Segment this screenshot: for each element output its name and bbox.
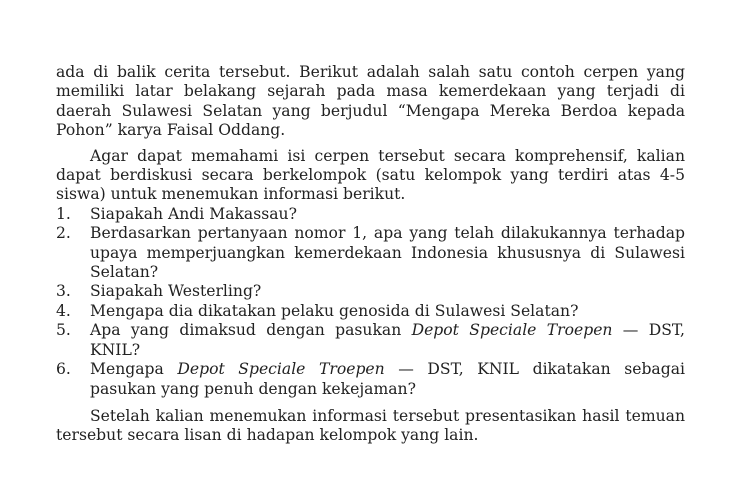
italic-term: Depot Speciale Troepen xyxy=(177,360,385,379)
text-segment: — DST, KNIL dikatakan sebagai pasukan yang penuh dengan kekejaman? xyxy=(90,360,685,398)
italic-term: Depot Speciale Troepen xyxy=(411,321,613,340)
list-item xyxy=(56,360,685,399)
list-item-text xyxy=(90,360,685,399)
question-list xyxy=(56,205,685,399)
text-segment: Apa yang dimaksud dengan pasukan xyxy=(90,321,412,340)
list-number: 1. xyxy=(56,204,71,223)
list-item xyxy=(56,224,685,282)
text-segment: — DST, KNIL? xyxy=(90,321,685,359)
list-item-text xyxy=(90,321,685,360)
list-item xyxy=(56,302,685,321)
list-item-text: Siapakah Andi Makassau? xyxy=(90,204,297,223)
text-body xyxy=(56,63,685,446)
list-item xyxy=(56,205,685,224)
list-item-text: Berdasarkan pertanyaan nomor 1, apa yang telah dilakukannya terhadap upaya memperjuangkan kemerdekaan Indonesia khususnya di Sulawesi Selatan? xyxy=(90,224,685,282)
list-number: 6. xyxy=(56,360,71,379)
paragraph-intro: ada di balik cerita tersebut. Berikut adalah salah satu contoh cerpen yang memiliki latar belakang sejarah pada masa kemerdekaan yang terjadi di daerah Sulawesi Selatan yang berjudul “Mengapa Mereka Berdoa kepada Pohon” karya Faisal Oddang. xyxy=(56,63,685,140)
list-item-text: Mengapa dia dikatakan pelaku genosida di Sulawesi Selatan? xyxy=(90,301,579,320)
list-number: 5. xyxy=(56,321,71,340)
list-item-text: Siapakah Westerling? xyxy=(90,282,262,301)
list-item xyxy=(56,282,685,301)
list-number: 2. xyxy=(56,224,71,243)
list-number: 4. xyxy=(56,301,71,320)
paragraph-closing: Setelah kalian menemukan informasi tersebut presentasikan hasil temuan tersebut secara lisan di hadapan kelompok yang lain. xyxy=(56,406,685,445)
list-number: 3. xyxy=(56,282,71,301)
list-item xyxy=(56,321,685,360)
paragraph-instructions: Agar dapat memahami isi cerpen tersebut secara komprehensif, kalian dapat berdiskusi secara berkelompok (satu kelompok yang terdiri atas 4-5 siswa) untuk menemukan informasi berikut. xyxy=(56,146,685,204)
text-segment: Mengapa xyxy=(90,360,178,379)
